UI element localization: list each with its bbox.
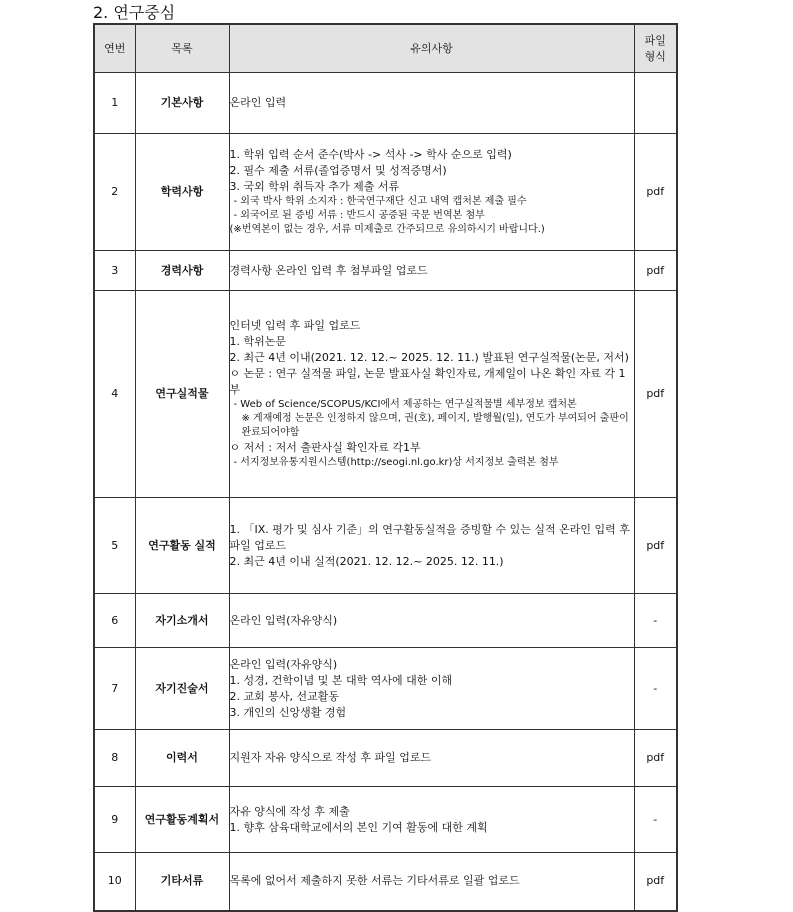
note-line: 온라인 입력(자유양식)	[229, 613, 338, 627]
row-number: 8	[94, 730, 135, 787]
row-number: 10	[94, 853, 135, 911]
note-line: 2. 필수 제출 서류(졸업증명서 및 성적증명서)	[229, 164, 447, 177]
note-line: 1. 향후 삼육대학교에서의 본인 기여 활동에 대한 계획	[229, 820, 488, 834]
row-notes	[229, 498, 634, 594]
header-file-format: 파일 형식	[634, 24, 677, 73]
header-notes: 유의사항	[229, 24, 634, 73]
note-line: 2. 최근 4년 이내(2021. 12. 12.~ 2025. 12. 11.) 발표된 연구실적물(논문, 저서)	[229, 351, 629, 364]
note-line: - Web of Science/SCOPUS/KCI에서 제공하는 연구실적물별 세부정보 캡처본	[233, 399, 577, 410]
requirements-table	[93, 23, 678, 912]
row-item: 연구활동 실적	[135, 498, 229, 594]
note-line: - 서지정보유통지원시스템(http://seogi.nl.go.kr)상 서지정보 출력본 첨부	[233, 457, 559, 468]
header-no: 연번	[94, 24, 135, 73]
row-notes	[229, 594, 634, 648]
note-line: ㅇ 저서 : 저서 출판사실 확인자료 각1부	[229, 441, 421, 454]
row-item: 기타서류	[135, 853, 229, 911]
row-notes	[229, 251, 634, 291]
row-notes	[229, 787, 634, 853]
note-line: 2. 최근 4년 이내 실적(2021. 12. 12.~ 2025. 12. 11.)	[229, 554, 504, 568]
header-item: 목록	[135, 24, 229, 73]
note-line: 2. 교회 봉사, 선교활동	[229, 689, 339, 703]
row-item: 기본사항	[135, 73, 229, 134]
note-line: ㅇ 논문 : 연구 실적물 파일, 논문 발표사실 확인자료, 개제일이 나온 확인 자료 각 1부	[229, 367, 626, 396]
row-number: 1	[94, 73, 135, 134]
row-notes	[229, 853, 634, 911]
section-title: 2. 연구중심	[93, 3, 176, 22]
row-number: 9	[94, 787, 135, 853]
row-notes	[229, 730, 634, 787]
row-file-format: pdf	[634, 291, 677, 498]
row-file-format: pdf	[634, 498, 677, 594]
table-row	[94, 853, 677, 911]
note-line: 인터넷 입력 후 파일 업로드	[229, 319, 361, 332]
table-row	[94, 251, 677, 291]
table-row	[94, 73, 677, 134]
row-number: 2	[94, 134, 135, 251]
note-line: - 외국어로 된 증빙 서류 : 반드시 공증된 국문 번역본 첨부	[233, 210, 485, 221]
note-line: 경력사항 온라인 입력 후 첨부파일 업로드	[229, 263, 428, 277]
note-line: 1. 학위논문	[229, 335, 286, 348]
note-line: - 외국 박사 학위 소지자 : 한국연구재단 신고 내역 캡처본 제출 필수	[233, 196, 527, 207]
row-item: 연구실적물	[135, 291, 229, 498]
row-number: 5	[94, 498, 135, 594]
row-item: 경력사항	[135, 251, 229, 291]
row-notes	[229, 291, 634, 498]
row-file-format: -	[634, 648, 677, 730]
note-line: 자유 양식에 작성 후 제출	[229, 804, 350, 818]
table-row	[94, 648, 677, 730]
table-row	[94, 730, 677, 787]
row-notes	[229, 134, 634, 251]
row-number: 4	[94, 291, 135, 498]
note-line: 온라인 입력	[229, 96, 287, 109]
table-row	[94, 787, 677, 853]
row-file-format: -	[634, 594, 677, 648]
note-line: ※ 게재예정 논문은 인정하지 않으며, 권(호), 페이지, 발행월(일), 연도가 부여되어 출판이 완료되어야함	[241, 413, 629, 438]
row-item: 학력사항	[135, 134, 229, 251]
row-item: 자기진술서	[135, 648, 229, 730]
table-row	[94, 594, 677, 648]
row-item: 자기소개서	[135, 594, 229, 648]
note-line: 1. 학위 입력 순서 준수(박사 -> 석사 -> 학사 순으로 입력)	[229, 148, 512, 161]
table-row	[94, 291, 677, 498]
row-file-format: pdf	[634, 134, 677, 251]
row-file-format: -	[634, 787, 677, 853]
table-row	[94, 134, 677, 251]
row-number: 3	[94, 251, 135, 291]
row-item: 이력서	[135, 730, 229, 787]
table-row	[94, 498, 677, 594]
note-line: 온라인 입력(자유양식)	[229, 657, 338, 671]
note-line: 1. 「IX. 평가 및 심사 기준」의 연구활동실적을 증빙할 수 있는 실적 온라인 입력 후 파일 업로드	[229, 522, 630, 552]
row-file-format: pdf	[634, 730, 677, 787]
note-line: 지원자 자유 양식으로 작성 후 파일 업로드	[229, 751, 432, 764]
row-file-format	[634, 73, 677, 134]
row-file-format: pdf	[634, 251, 677, 291]
row-file-format: pdf	[634, 853, 677, 911]
row-number: 6	[94, 594, 135, 648]
note-line: 1. 성경, 건학이념 및 본 대학 역사에 대한 이해	[229, 673, 453, 687]
row-number: 7	[94, 648, 135, 730]
row-notes	[229, 73, 634, 134]
row-notes	[229, 648, 634, 730]
note-line: 3. 개인의 신앙생활 경험	[229, 705, 347, 719]
note-line: 3. 국외 학위 취득자 추가 제출 서류	[229, 180, 400, 193]
note-line: 목록에 없어서 제출하지 못한 서류는 기타서류로 일괄 업로드	[229, 874, 520, 888]
note-line: (※번역본이 없는 경우, 서류 미제출로 간주되므로 유의하시기 바랍니다.)	[229, 224, 545, 235]
table-header-row	[94, 24, 677, 73]
row-item: 연구활동계획서	[135, 787, 229, 853]
